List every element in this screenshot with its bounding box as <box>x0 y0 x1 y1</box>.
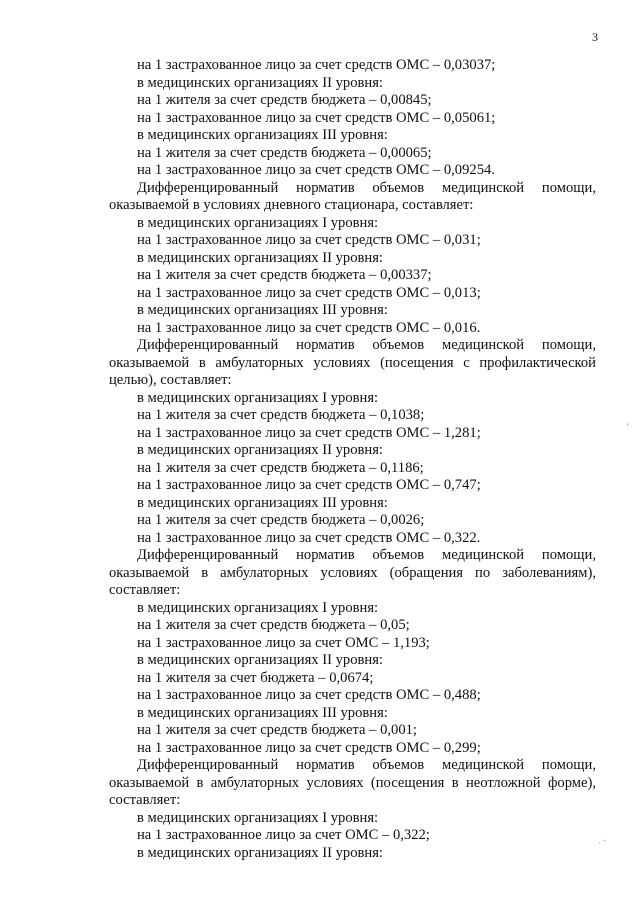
text-line: на 1 застрахованное лицо за счет средств ОМС – 0,05061; <box>137 109 496 126</box>
scan-artifact-mark: ‘ <box>626 422 630 433</box>
text-line: на 1 застрахованное лицо за счет ОМС – 0,322; <box>137 827 430 843</box>
text-line: в медицинских организациях II уровня: <box>137 652 383 668</box>
text-line: на 1 застрахованное лицо за счет ОМС – 1,193; <box>137 634 430 651</box>
text-line: на 1 застрахованное лицо за счет средств ОМС – 1,281; <box>137 424 481 441</box>
text-line: на 1 жителя за счет средств бюджета – 0,00337; <box>137 267 432 283</box>
text-line: на 1 застрахованное лицо за счет средств ОМС – 0,03037; <box>137 57 496 73</box>
text-line: в медицинских организациях II уровня: <box>137 249 383 266</box>
text-line: в медицинских организациях II уровня: <box>137 844 383 861</box>
text-line: на 1 застрахованное лицо за счет средств ОМС – 0,747; <box>137 477 481 493</box>
text-line: на 1 застрахованное лицо за счет средств ОМС – 0,013; <box>137 284 481 301</box>
text-line: на 1 жителя за счет бюджета – 0,0674; <box>137 669 374 686</box>
paragraph: Дифференцированный норматив объемов медицинской помощи, оказываемой в амбулаторных условиях (обращения по заболеваниям), составляет: <box>109 547 596 598</box>
text-line: на 1 жителя за счет средств бюджета – 0,1186; <box>137 459 424 476</box>
text-line: на 1 жителя за счет средств бюджета – 0,05; <box>137 617 410 633</box>
text-line: на 1 жителя за счет средств бюджета – 0,1038; <box>137 407 425 423</box>
document-body <box>109 57 596 862</box>
text-line: на 1 жителя за счет средств бюджета – 0,0026; <box>137 512 425 528</box>
text-line: в медицинских организациях III уровня: <box>137 127 388 143</box>
text-line: на 1 застрахованное лицо за счет средств ОМС – 0,016. <box>137 319 481 336</box>
page-number: 3 <box>592 30 598 44</box>
text-line: в медицинских организациях I уровня: <box>137 809 379 826</box>
text-line: в медицинских организациях III уровня: <box>137 302 388 318</box>
paragraph: Дифференцированный норматив объемов медицинской помощи, оказываемой в условиях дневного стационара, составляет: <box>109 179 596 213</box>
paragraph: Дифференцированный норматив объемов медицинской помощи, оказываемой в амбулаторных условиях (посещения в неотложной форме), составляет: <box>109 757 596 808</box>
text-line: на 1 застрахованное лицо за счет средств ОМС – 0,031; <box>137 232 481 248</box>
text-line: на 1 застрахованное лицо за счет средств ОМС – 0,322. <box>137 529 481 546</box>
text-line: в медицинских организациях III уровня: <box>137 704 388 721</box>
text-line: в медицинских организациях I уровня: <box>137 599 379 616</box>
text-line: в медицинских организациях I уровня: <box>137 389 379 406</box>
text-line: на 1 застрахованное лицо за счет средств ОМС – 0,09254. <box>137 162 495 178</box>
text-line: в медицинских организациях I уровня: <box>137 214 379 231</box>
paragraph: Дифференцированный норматив объемов медицинской помощи, оказываемой в амбулаторных условиях (посещения с профилактической целью), составляет: <box>109 337 596 388</box>
scan-artifact-mark: . · <box>598 836 607 847</box>
text-line: на 1 застрахованное лицо за счет средств ОМС – 0,488; <box>137 687 481 703</box>
text-line: на 1 жителя за счет средств бюджета – 0,00845; <box>137 92 432 108</box>
text-line: на 1 жителя за счет средств бюджета – 0,00065; <box>137 144 432 161</box>
text-line: в медицинских организациях III уровня: <box>137 494 388 511</box>
text-line: в медицинских организациях II уровня: <box>137 442 383 458</box>
text-line: на 1 застрахованное лицо за счет средств ОМС – 0,299; <box>137 739 481 756</box>
text-line: на 1 жителя за счет средств бюджета – 0,001; <box>137 722 417 738</box>
text-line: в медицинских организациях II уровня: <box>137 74 383 91</box>
